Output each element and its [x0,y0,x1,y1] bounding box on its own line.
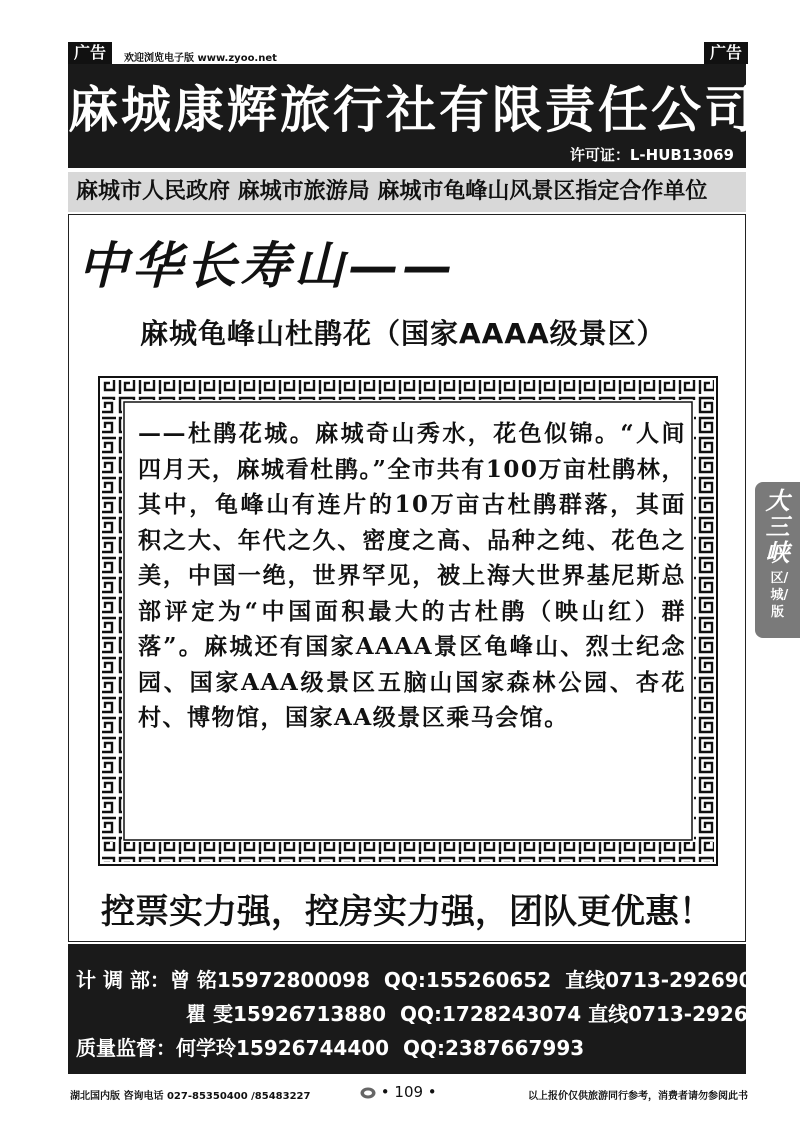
side-tab [755,482,800,638]
contact-name: 曾 铭 [169,968,217,992]
side-subtitle-text: 区/城/版 [770,571,789,620]
contact-mobile: 15926744400 [236,1036,390,1060]
contact-row-1 [76,964,767,993]
contact-band [68,944,790,1074]
partner-line: 麻城市人民政府 麻城市旅游局 麻城市龟峰山风景区指定合作单位 [68,172,746,212]
logo-icon [360,1087,376,1099]
headline: 中华长寿山—— [78,236,456,295]
contact-qq: QQ:1728243074 [399,1002,582,1026]
contact-direct: 直线0713-2926906 [565,968,767,992]
side-tab-subtitle [755,570,800,621]
license-number: 许可证：L-HUB13069 [569,146,734,164]
slogan: 控票实力强，控房实力强，团队更优惠！ [101,892,713,932]
ad-label-right: 广告 [704,42,748,64]
contact-name: 瞿 雯 [186,1002,233,1026]
welcome-text: 欢迎浏览电子版 www.zyoo.net [124,53,277,64]
dept-label: 计 调 部： [76,968,170,992]
page-number-text: • 109 • [380,1083,437,1101]
side-title-text: 大三峡 [765,486,790,567]
contact-mobile: 15972800098 [216,968,370,992]
ad-label-left: 广告 [68,42,112,64]
side-tab-title [755,482,800,566]
footer-left: 湖北国内版 咨询电话 027-85350400 /85483227 [70,1091,311,1102]
contact-row-3 [76,1032,584,1061]
subheadline: 麻城龟峰山杜鹃花（国家AAAA级景区） [140,317,666,350]
contact-mobile: 15926713880 [232,1002,387,1026]
contact-name: 何学玲 [176,1036,236,1060]
footer-right: 以上报价仅供旅游同行参考，消费者请勿参阅此书 [528,1091,748,1102]
contact-row-2 [186,998,790,1027]
header-band [68,64,757,168]
company-name: 麻城康辉旅行社有限责任公司 [68,81,757,139]
contact-qq: QQ:155260652 [383,968,552,992]
page-number [360,1083,437,1101]
supervision-label: 质量监督： [76,1036,176,1060]
feature-body: ——杜鹃花城。麻城奇山秀水，花色似锦。“人间四月天，麻城看杜鹃。”全市共有100万亩杜鹃林，其中，龟峰山有连片的10万亩古杜鹃群落，其面积之大、年代之久、密度之高、品种之纯、花色之美，中国一绝，世界罕见，被上海大世界基尼斯总部评定为“中国面积最大的古杜鹃（映山红）群落”。麻城还有国家AAAA景区龟峰山、烈士纪念园、国家AAA级景区五脑山国家森林公园、杏花村、博物馆，国家AA级景区乘马会馆。 [138,420,686,731]
contact-qq: QQ:2387667993 [403,1036,585,1060]
contact-direct: 直线0713-2926936 [588,1002,790,1026]
